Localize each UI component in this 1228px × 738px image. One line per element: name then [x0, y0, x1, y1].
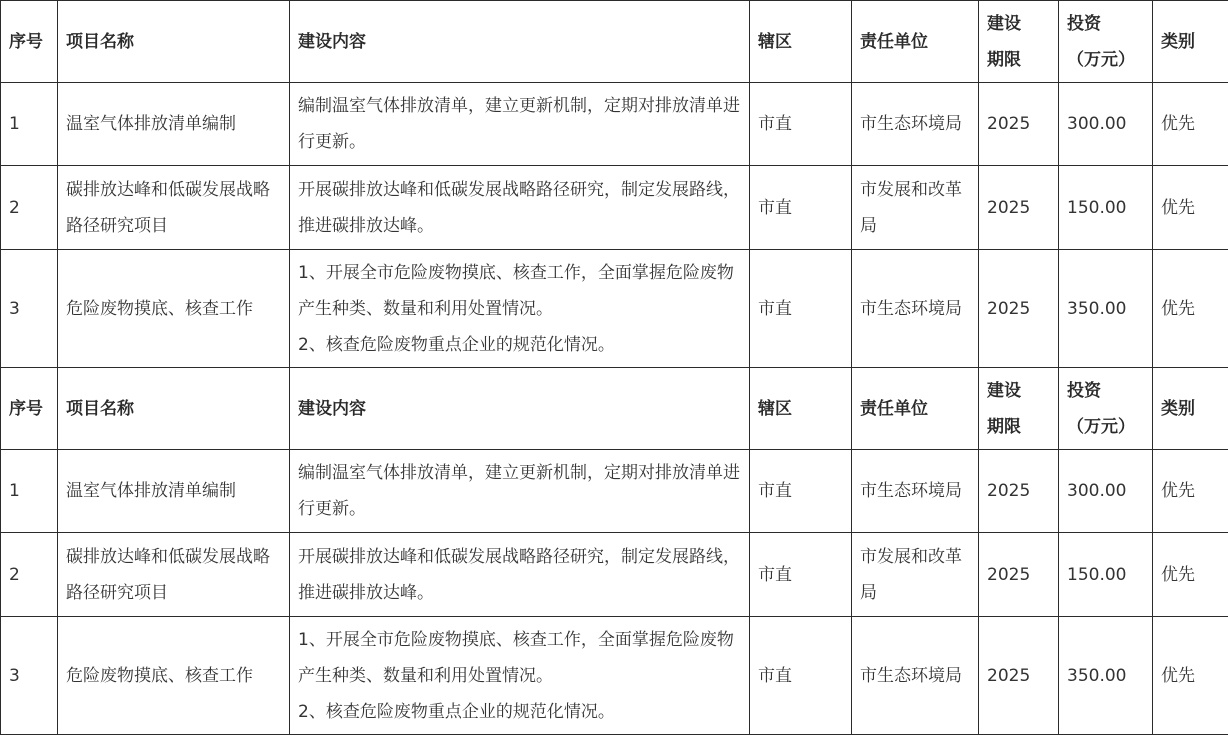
header-unit — [852, 1, 979, 83]
project-name-value: 危险废物摸底、核查工作 — [66, 665, 253, 686]
investment-value: 350.00 — [1067, 665, 1127, 686]
table-row — [1, 83, 1228, 166]
header-content — [290, 368, 750, 450]
responsible-unit-value: 市生态环境局 — [860, 481, 962, 501]
table-row — [1, 617, 1228, 735]
header-category — [1153, 1, 1228, 83]
header-district — [750, 368, 852, 450]
content-line: 2、核查危险废物重点企业的规范化情况。 — [298, 334, 615, 355]
header-name-label: 项目名称 — [66, 398, 134, 419]
project-name-value: 温室气体排放清单编制 — [66, 481, 236, 501]
responsible-unit-value: 市生态环境局 — [860, 298, 962, 319]
content-line: 2、核查危险废物重点企业的规范化情况。 — [298, 701, 615, 722]
header-period — [979, 368, 1059, 450]
cell-seq — [1, 166, 58, 250]
header-name — [58, 368, 290, 450]
cell-content — [290, 450, 750, 533]
seq-value: 2 — [9, 197, 20, 218]
cell-seq — [1, 617, 58, 735]
cell-content — [290, 250, 750, 368]
investment-value: 150.00 — [1067, 564, 1127, 585]
header-district — [750, 1, 852, 83]
header-category-label: 类别 — [1161, 31, 1195, 52]
cell-district — [750, 533, 852, 617]
cell-district — [750, 166, 852, 250]
header-period-line1: 建设 — [987, 380, 1021, 401]
header-content — [290, 1, 750, 83]
header-content-label: 建设内容 — [298, 31, 366, 52]
cell-period — [979, 617, 1059, 735]
period-value: 2025 — [987, 197, 1031, 218]
cell-category — [1153, 83, 1228, 166]
header-unit-label: 责任单位 — [860, 398, 928, 419]
header-unit — [852, 368, 979, 450]
cell-investment — [1059, 533, 1153, 617]
cell-responsible-unit — [852, 166, 979, 250]
header-investment-line1: 投资 — [1067, 13, 1101, 34]
cell-project-name — [58, 533, 290, 617]
cell-seq — [1, 450, 58, 533]
table-row — [1, 250, 1228, 368]
district-value: 市直 — [758, 481, 792, 501]
table-body — [1, 1, 1228, 735]
period-value: 2025 — [987, 114, 1031, 134]
table-row — [1, 166, 1228, 250]
district-value: 市直 — [758, 564, 792, 585]
header-investment — [1059, 1, 1153, 83]
cell-category — [1153, 166, 1228, 250]
cell-seq — [1, 250, 58, 368]
category-value: 优先 — [1161, 298, 1195, 319]
header-period-line2: 期限 — [987, 49, 1021, 70]
header-investment-line1: 投资 — [1067, 380, 1101, 401]
cell-project-name — [58, 617, 290, 735]
district-value: 市直 — [758, 298, 792, 319]
seq-value: 1 — [9, 481, 20, 501]
cell-district — [750, 450, 852, 533]
header-period-line2: 期限 — [987, 416, 1021, 437]
cell-category — [1153, 533, 1228, 617]
content-line: 开展碳排放达峰和低碳发展战略路径研究，制定发展路线，推进碳排放达峰。 — [298, 546, 740, 603]
seq-value: 1 — [9, 114, 20, 134]
table-row — [1, 450, 1228, 533]
header-row — [1, 1, 1228, 83]
cell-investment — [1059, 166, 1153, 250]
cell-seq — [1, 533, 58, 617]
header-category-label: 类别 — [1161, 398, 1195, 419]
header-period — [979, 1, 1059, 83]
cell-period — [979, 450, 1059, 533]
district-value: 市直 — [758, 197, 792, 218]
cell-period — [979, 250, 1059, 368]
seq-value: 2 — [9, 564, 20, 585]
content-line: 开展碳排放达峰和低碳发展战略路径研究，制定发展路线，推进碳排放达峰。 — [298, 179, 740, 236]
category-value: 优先 — [1161, 114, 1195, 134]
cell-content — [290, 83, 750, 166]
cell-category — [1153, 450, 1228, 533]
cell-investment — [1059, 250, 1153, 368]
category-value: 优先 — [1161, 564, 1195, 585]
cell-content — [290, 617, 750, 735]
header-row — [1, 368, 1228, 450]
header-seq-label: 序号 — [9, 398, 43, 419]
responsible-unit-value: 市发展和改革局 — [860, 179, 962, 236]
cell-investment — [1059, 450, 1153, 533]
cell-period — [979, 533, 1059, 617]
cell-project-name — [58, 166, 290, 250]
header-seq-label: 序号 — [9, 31, 43, 52]
project-name-value: 碳排放达峰和低碳发展战略路径研究项目 — [66, 179, 270, 236]
cell-project-name — [58, 83, 290, 166]
cell-investment — [1059, 83, 1153, 166]
investment-value: 300.00 — [1067, 114, 1127, 134]
cell-investment — [1059, 617, 1153, 735]
responsible-unit-value: 市发展和改革局 — [860, 546, 962, 603]
header-investment-line2: （万元） — [1067, 416, 1135, 437]
district-value: 市直 — [758, 114, 792, 134]
seq-value: 3 — [9, 665, 20, 686]
cell-district — [750, 83, 852, 166]
category-value: 优先 — [1161, 665, 1195, 686]
period-value: 2025 — [987, 665, 1031, 686]
cell-category — [1153, 617, 1228, 735]
district-value: 市直 — [758, 665, 792, 686]
responsible-unit-value: 市生态环境局 — [860, 114, 962, 134]
header-category — [1153, 368, 1228, 450]
header-district-label: 辖区 — [758, 398, 792, 419]
cell-content — [290, 166, 750, 250]
header-investment — [1059, 368, 1153, 450]
project-name-value: 碳排放达峰和低碳发展战略路径研究项目 — [66, 546, 270, 603]
header-investment-line2: （万元） — [1067, 49, 1135, 70]
table-row — [1, 533, 1228, 617]
content-line: 编制温室气体排放清单，建立更新机制，定期对排放清单进行更新。 — [298, 463, 740, 519]
category-value: 优先 — [1161, 481, 1195, 501]
cell-content — [290, 533, 750, 617]
cell-district — [750, 617, 852, 735]
cell-seq — [1, 83, 58, 166]
period-value: 2025 — [987, 298, 1031, 319]
cell-responsible-unit — [852, 533, 979, 617]
investment-value: 150.00 — [1067, 197, 1127, 218]
header-name-label: 项目名称 — [66, 31, 134, 52]
cell-district — [750, 250, 852, 368]
investment-value: 300.00 — [1067, 481, 1127, 501]
cell-project-name — [58, 450, 290, 533]
project-name-value: 危险废物摸底、核查工作 — [66, 298, 253, 319]
cell-responsible-unit — [852, 250, 979, 368]
cell-category — [1153, 250, 1228, 368]
cell-responsible-unit — [852, 450, 979, 533]
cell-period — [979, 166, 1059, 250]
investment-value: 350.00 — [1067, 298, 1127, 319]
project-name-value: 温室气体排放清单编制 — [66, 114, 236, 134]
header-district-label: 辖区 — [758, 31, 792, 52]
cell-responsible-unit — [852, 83, 979, 166]
responsible-unit-value: 市生态环境局 — [860, 665, 962, 686]
header-seq — [1, 1, 58, 83]
header-content-label: 建设内容 — [298, 398, 366, 419]
cell-period — [979, 83, 1059, 166]
content-line: 编制温室气体排放清单，建立更新机制，定期对排放清单进行更新。 — [298, 96, 740, 152]
cell-responsible-unit — [852, 617, 979, 735]
header-name — [58, 1, 290, 83]
content-line: 1、开展全市危险废物摸底、核查工作，全面掌握危险废物产生种类、数量和利用处置情况。 — [298, 262, 734, 319]
cell-project-name — [58, 250, 290, 368]
seq-value: 3 — [9, 298, 20, 319]
content-line: 1、开展全市危险废物摸底、核查工作，全面掌握危险废物产生种类、数量和利用处置情况。 — [298, 629, 734, 686]
period-value: 2025 — [987, 564, 1031, 585]
category-value: 优先 — [1161, 197, 1195, 218]
period-value: 2025 — [987, 481, 1031, 501]
header-seq — [1, 368, 58, 450]
header-unit-label: 责任单位 — [860, 31, 928, 52]
header-period-line1: 建设 — [987, 13, 1021, 34]
